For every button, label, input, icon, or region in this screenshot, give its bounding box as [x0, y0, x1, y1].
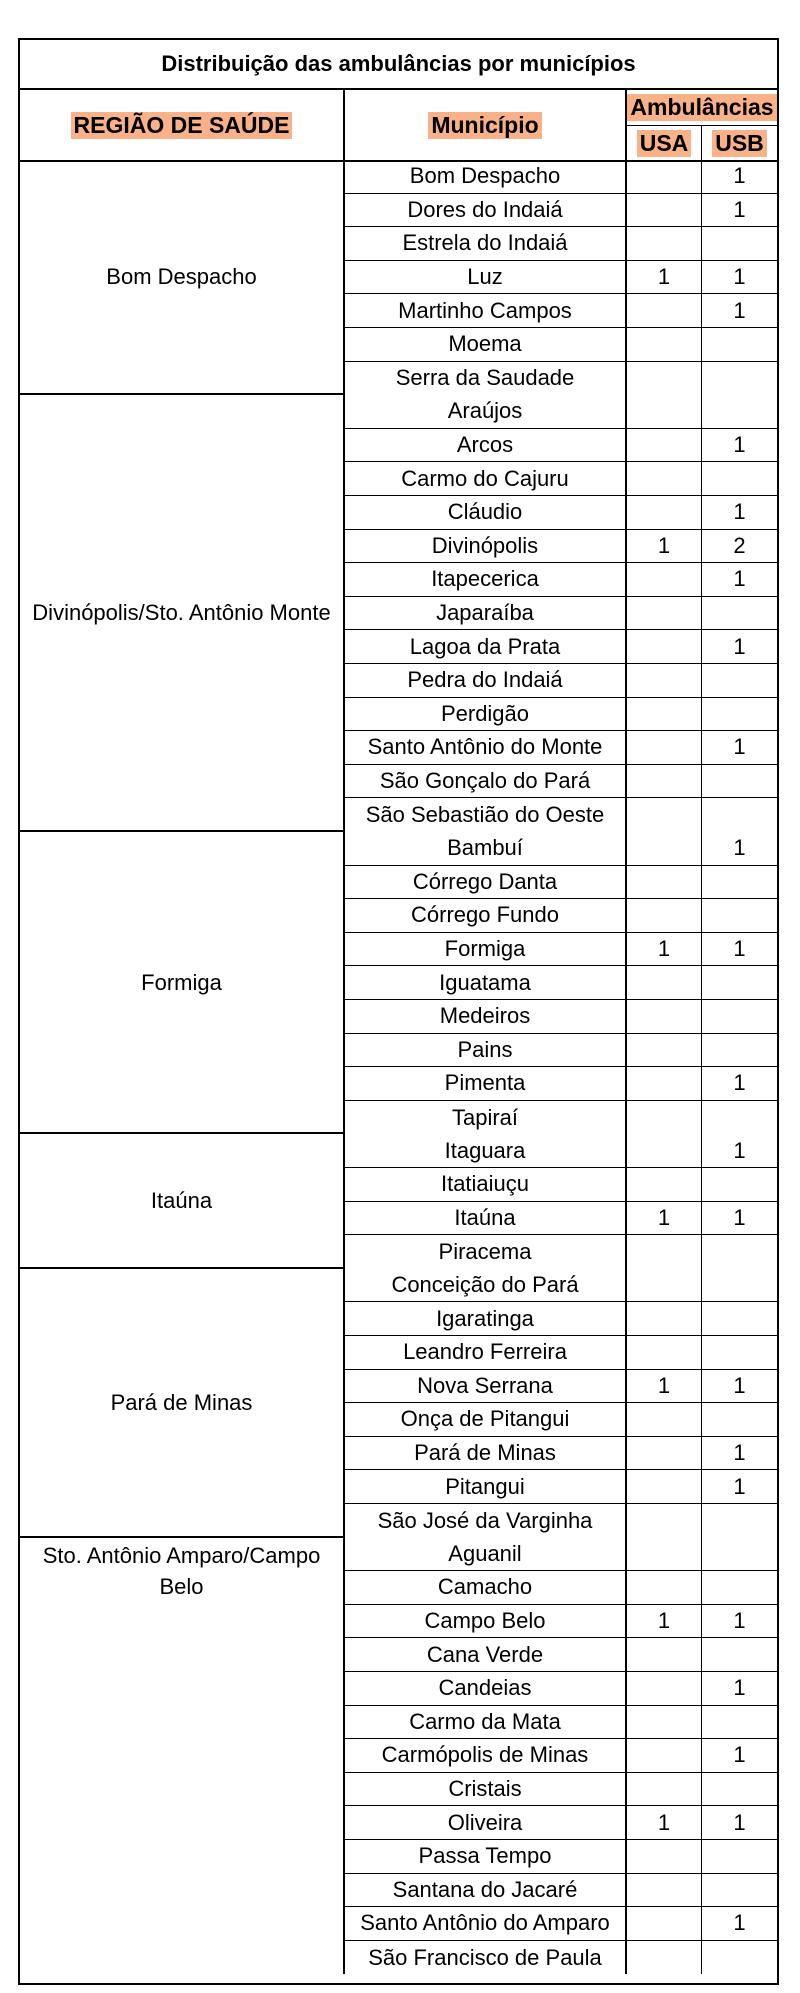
region-cell	[20, 395, 345, 832]
usb-cell	[702, 798, 777, 832]
municipio-cell: Tapiraí	[345, 1101, 627, 1135]
usa-cell	[627, 832, 702, 865]
municipio-cell: Igaratinga	[345, 1302, 627, 1335]
table-row	[345, 328, 777, 362]
municipio-cell: Oliveira	[345, 1806, 627, 1839]
municipio-cell: Arcos	[345, 429, 627, 462]
usb-cell	[702, 1638, 777, 1671]
municipio-cell: Pedra do Indaiá	[345, 664, 627, 697]
usa-cell	[627, 1672, 702, 1705]
table-row	[345, 1403, 777, 1437]
header-municipio-cell	[345, 90, 627, 160]
municipio-cell: Aguanil	[345, 1538, 627, 1571]
table-row	[345, 1269, 777, 1303]
usa-cell	[627, 395, 702, 428]
municipio-cell: Estrela do Indaiá	[345, 227, 627, 260]
municipio-cell: Campo Belo	[345, 1605, 627, 1638]
municipio-cell: São Sebastião do Oeste	[345, 798, 627, 832]
usa-cell	[627, 1336, 702, 1369]
municipio-cell: Santana do Jacaré	[345, 1874, 627, 1907]
municipio-cell: Lagoa da Prata	[345, 630, 627, 663]
table-row	[345, 1605, 777, 1639]
usb-cell: 1	[733, 196, 746, 222]
table-row	[345, 798, 777, 832]
usb-cell	[702, 698, 777, 731]
usb-cell: 1	[733, 432, 746, 458]
usa-cell	[627, 429, 702, 462]
usa-cell	[627, 1874, 702, 1907]
header-ambulancias: Ambulâncias	[627, 94, 776, 121]
usb-cell: 1	[733, 264, 746, 290]
usb-cell: 1	[733, 1137, 746, 1163]
table-row	[345, 530, 777, 564]
usa-cell	[627, 1302, 702, 1335]
usa-cell	[627, 496, 702, 529]
municipio-cell: São Gonçalo do Pará	[345, 765, 627, 798]
table-row	[345, 194, 777, 228]
usa-cell	[627, 1134, 702, 1167]
usa-cell	[627, 798, 702, 832]
usa-cell	[627, 1168, 702, 1201]
header-region: REGIÃO DE SAÚDE	[71, 112, 293, 139]
usb-cell	[702, 1034, 777, 1067]
table-row	[345, 227, 777, 261]
usa-cell: 1	[627, 261, 702, 294]
municipio-cell: Japaraíba	[345, 597, 627, 630]
usb-cell	[702, 1706, 777, 1739]
usa-cell: 1	[627, 1370, 702, 1403]
region-cell	[20, 1538, 345, 1975]
municipio-cell: Perdigão	[345, 698, 627, 731]
region-name: Pará de Minas	[110, 1389, 253, 1415]
region-cell	[20, 832, 345, 1134]
usb-cell: 1	[733, 163, 746, 189]
municipio-cell: Piracema	[345, 1235, 627, 1269]
usa-cell	[627, 1504, 702, 1538]
usa-cell: 1	[627, 1605, 702, 1638]
region-name: Sto. Antônio Amparo/Campo Belo	[42, 1542, 321, 1599]
municipio-cell: Nova Serrana	[345, 1370, 627, 1403]
table-row	[345, 462, 777, 496]
table-row	[345, 832, 777, 866]
usa-cell: 1	[627, 933, 702, 966]
usa-cell: 1	[627, 1806, 702, 1839]
usb-cell: 1	[733, 1440, 746, 1466]
table-row	[345, 1336, 777, 1370]
municipio-cell: São José da Varginha	[345, 1504, 627, 1538]
municipio-cell: Pitangui	[345, 1470, 627, 1503]
municipio-cell: Carmo do Cajuru	[345, 462, 627, 495]
municipio-cell: Cláudio	[345, 496, 627, 529]
table-row	[345, 1706, 777, 1740]
usb-cell	[702, 1941, 777, 1975]
usb-cell	[702, 1840, 777, 1873]
table-row	[345, 1034, 777, 1068]
table-row	[345, 899, 777, 933]
usa-cell	[627, 1000, 702, 1033]
usb-cell: 1	[733, 1372, 746, 1398]
municipio-cell: Divinópolis	[345, 530, 627, 563]
table-title: Distribuição das ambulâncias por municípios	[20, 40, 777, 90]
municipio-cell: Araújos	[345, 395, 627, 428]
usa-cell	[627, 1571, 702, 1604]
municipio-cell: Santo Antônio do Amparo	[345, 1907, 627, 1940]
municipio-cell: Pimenta	[345, 1067, 627, 1100]
municipio-cell: Leandro Ferreira	[345, 1336, 627, 1369]
usa-cell	[627, 227, 702, 260]
usa-cell	[627, 1101, 702, 1135]
usb-cell	[702, 1403, 777, 1436]
usb-cell	[702, 328, 777, 361]
municipio-cell: Cana Verde	[345, 1638, 627, 1671]
table-row	[345, 1538, 777, 1572]
header-region-cell	[20, 90, 345, 160]
usa-cell	[627, 899, 702, 932]
table-row	[345, 1504, 777, 1538]
table-row	[345, 1840, 777, 1874]
table-row	[345, 1000, 777, 1034]
usa-cell	[627, 328, 702, 361]
usa-cell	[627, 1034, 702, 1067]
municipio-cell: Martinho Campos	[345, 294, 627, 327]
header-usa-cell	[627, 126, 702, 160]
region-name: Divinópolis/Sto. Antônio Monte	[32, 600, 331, 626]
municipio-cell: Itaúna	[345, 1202, 627, 1235]
municipio-cell: Bambuí	[345, 832, 627, 865]
usb-cell	[702, 1168, 777, 1201]
table-row	[345, 1235, 777, 1269]
usb-cell	[702, 966, 777, 999]
usb-cell: 1	[733, 633, 746, 659]
usb-cell: 1	[733, 566, 746, 592]
usa-cell	[627, 698, 702, 731]
municipio-cell: Carmópolis de Minas	[345, 1739, 627, 1772]
table-row	[345, 933, 777, 967]
municipio-cell: Luz	[345, 261, 627, 294]
municipio-cell: Itatiaiuçu	[345, 1168, 627, 1201]
usb-cell	[702, 1101, 777, 1135]
table-row	[345, 362, 777, 396]
region-name: Formiga	[141, 969, 222, 995]
table-row	[345, 1202, 777, 1236]
table-row	[345, 395, 777, 429]
usb-cell	[702, 1538, 777, 1571]
municipio-cell: São Francisco de Paula	[345, 1941, 627, 1975]
usa-cell	[627, 731, 702, 764]
region-cell	[20, 1134, 345, 1268]
usb-cell	[702, 362, 777, 396]
usa-cell	[627, 1437, 702, 1470]
usb-cell	[702, 1302, 777, 1335]
table-row	[345, 731, 777, 765]
table-row	[345, 966, 777, 1000]
municipio-cell: Candeias	[345, 1672, 627, 1705]
usa-cell	[627, 765, 702, 798]
table-row	[345, 1941, 777, 1975]
usa-cell	[627, 1941, 702, 1975]
usa-cell	[627, 1067, 702, 1100]
table-row	[345, 1101, 777, 1135]
table-row	[345, 1370, 777, 1404]
table-row	[345, 1638, 777, 1672]
municipio-cell: Córrego Fundo	[345, 899, 627, 932]
region-name: Bom Despacho	[106, 264, 257, 290]
usb-cell: 1	[733, 1204, 746, 1230]
table-row	[345, 1067, 777, 1101]
table-row	[345, 496, 777, 530]
usb-cell	[702, 597, 777, 630]
municipio-cell: Iguatama	[345, 966, 627, 999]
table-row	[345, 1907, 777, 1941]
municipio-cell: Cristais	[345, 1773, 627, 1806]
usa-cell: 1	[627, 1202, 702, 1235]
header-usa: USA	[637, 130, 692, 157]
table-row	[345, 1672, 777, 1706]
table-row	[345, 1168, 777, 1202]
usa-cell	[627, 1470, 702, 1503]
table-row	[345, 1302, 777, 1336]
municipio-cell: Passa Tempo	[345, 1840, 627, 1873]
municipio-cell: Serra da Saudade	[345, 362, 627, 396]
usb-cell	[702, 899, 777, 932]
municipio-cell: Carmo da Mata	[345, 1706, 627, 1739]
usb-cell	[702, 1000, 777, 1033]
usb-cell: 1	[733, 936, 746, 962]
usa-cell	[627, 1773, 702, 1806]
usb-cell: 1	[733, 1910, 746, 1936]
municipio-cell: Santo Antônio do Monte	[345, 731, 627, 764]
table-row	[345, 1806, 777, 1840]
table-row	[345, 294, 777, 328]
usa-cell	[627, 664, 702, 697]
municipio-cell: Moema	[345, 328, 627, 361]
table-row	[345, 664, 777, 698]
usb-cell	[702, 1504, 777, 1538]
municipio-cell: Pains	[345, 1034, 627, 1067]
usa-cell	[627, 1538, 702, 1571]
usb-cell: 1	[733, 1675, 746, 1701]
usa-cell	[627, 294, 702, 327]
usb-cell: 1	[733, 499, 746, 525]
usa-cell	[627, 1840, 702, 1873]
usb-cell	[702, 866, 777, 899]
table-row	[345, 866, 777, 900]
usa-cell	[627, 1403, 702, 1436]
municipio-cell: Onça de Pitangui	[345, 1403, 627, 1436]
table-row	[345, 597, 777, 631]
usb-cell	[702, 1874, 777, 1907]
usb-cell: 1	[733, 734, 746, 760]
table-row	[345, 765, 777, 799]
usa-cell	[627, 966, 702, 999]
usa-cell	[627, 563, 702, 596]
usb-cell: 1	[733, 1742, 746, 1768]
usb-cell	[702, 1773, 777, 1806]
table-row	[345, 698, 777, 732]
usa-cell	[627, 362, 702, 396]
region-cell	[20, 1269, 345, 1538]
table-row	[345, 1739, 777, 1773]
usb-cell: 1	[733, 1070, 746, 1096]
usb-cell	[702, 1235, 777, 1269]
usa-cell	[627, 1269, 702, 1302]
usa-cell	[627, 866, 702, 899]
usa-cell	[627, 597, 702, 630]
table-row	[345, 261, 777, 295]
municipio-cell: Medeiros	[345, 1000, 627, 1033]
usa-cell	[627, 1706, 702, 1739]
ambulance-distribution-table	[18, 38, 779, 1985]
table-row	[345, 1134, 777, 1168]
table-row	[345, 630, 777, 664]
usb-cell	[702, 227, 777, 260]
municipio-cell: Camacho	[345, 1571, 627, 1604]
table-row	[345, 1437, 777, 1471]
usa-cell	[627, 1739, 702, 1772]
municipio-cell: Itapecerica	[345, 563, 627, 596]
header-ambulancias-cell	[627, 90, 777, 126]
usb-cell: 1	[733, 1809, 746, 1835]
usb-cell	[702, 395, 777, 428]
usb-cell	[702, 664, 777, 697]
municipio-cell: Bom Despacho	[345, 160, 627, 193]
municipio-cell: Formiga	[345, 933, 627, 966]
header-usb: USB	[712, 130, 767, 157]
usa-cell	[627, 1907, 702, 1940]
usa-cell	[627, 194, 702, 227]
table-row	[345, 1470, 777, 1504]
usa-cell	[627, 1638, 702, 1671]
usb-cell	[702, 1269, 777, 1302]
usb-cell: 1	[733, 1473, 746, 1499]
municipio-cell: Córrego Danta	[345, 866, 627, 899]
municipio-cell: Itaguara	[345, 1134, 627, 1167]
region-cell	[20, 160, 345, 395]
region-name: Itaúna	[150, 1188, 213, 1214]
table-row	[345, 563, 777, 597]
usb-cell	[702, 462, 777, 495]
municipio-cell: Pará de Minas	[345, 1437, 627, 1470]
header-municipio: Município	[428, 112, 541, 139]
usb-cell	[702, 1571, 777, 1604]
usb-cell: 1	[733, 297, 746, 323]
usb-cell	[702, 1336, 777, 1369]
header-usb-cell	[702, 126, 777, 160]
usa-cell: 1	[627, 530, 702, 563]
usb-cell	[702, 765, 777, 798]
usa-cell	[627, 1235, 702, 1269]
table-row	[345, 1571, 777, 1605]
table-row	[345, 1773, 777, 1807]
usa-cell	[627, 160, 702, 193]
table-row	[345, 429, 777, 463]
table-row	[345, 1874, 777, 1908]
table-row	[345, 160, 777, 194]
usb-cell: 2	[733, 532, 746, 558]
usa-cell	[627, 462, 702, 495]
usb-cell: 1	[733, 835, 746, 861]
usb-cell: 1	[733, 1608, 746, 1634]
municipio-cell: Conceição do Pará	[345, 1269, 627, 1302]
municipio-cell: Dores do Indaiá	[345, 194, 627, 227]
usa-cell	[627, 630, 702, 663]
